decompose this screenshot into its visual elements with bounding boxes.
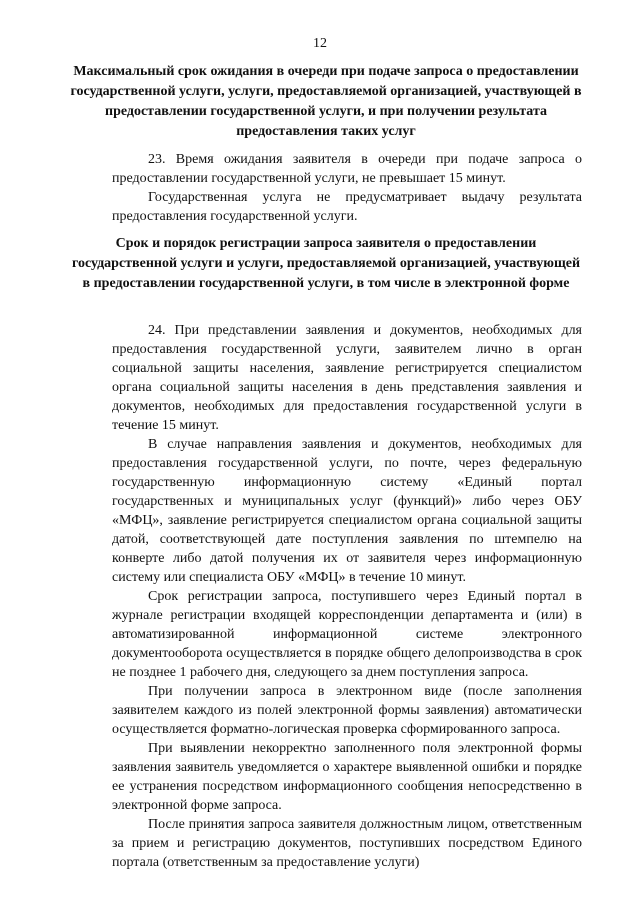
section-heading-registration: Срок и порядок регистрации запроса заявителя о предоставлении государственной услуги и услуги, предоставляемой организацией, участвующей в предоставлении государственной услуги, в том числе в электронной форме: [71, 236, 581, 291]
section-heading-queue-time: Максимальный срок ожидания в очереди при подаче запроса о предоставлении государственной услуги, услуги, предоставляемой организацией, участвующей в предоставлении государственной услуги, и при получении результата предоставления таких услуг: [70, 64, 582, 139]
paragraph-24-portal-deadline: Срок регистрации запроса, поступившего через Единый портал в журнале регистрации входящей корреспонденции департамента и (или) в автоматизированной информационной системе электронного документооборота осуществляется в порядке общего делопроизводства в срок не позднее 1 рабочего дня, следующего за днем поступления запроса.: [112, 589, 582, 680]
section-body-queue-time: [112, 150, 582, 226]
paragraph-24: 24. При представлении заявления и документов, необходимых для предоставления государственной услуги, заявителем лично в орган социальной защиты населения, заявление регистрируется специалистом органа социальной защиты населения в день представления заявления и документов, необходимых для предоставления государственной услуги в течение 15 минут.: [112, 323, 582, 433]
paragraph-24-mail: В случае направления заявления и документов, необходимых для предоставления государственной услуги, по почте, через федеральную государственную информационную систему «Единый портал государственных и муниципальных услуг (функций)» либо через ОБУ «МФЦ», заявление регистрируется специалистом органа социальной защиты датой, соответствующей дате поступления заявления по штемпелю на конверте либо датой получения их от заявителя через информационную систему или специалиста ОБУ «МФЦ» в течение 10 минут.: [112, 437, 582, 585]
section-body-registration: [112, 321, 582, 872]
paragraph-23-result: Государственная услуга не предусматривает выдачу результата предоставления государственной услуги.: [112, 190, 582, 224]
paragraph-24-format-check: При получении запроса в электронном виде (после заполнения заявителем каждого из полей электронной формы заявления) автоматически осуществляется форматно-логическая проверка сформированного запроса.: [112, 684, 582, 737]
paragraph-23: 23. Время ожидания заявителя в очереди при подаче запроса о предоставлении государственной услуги, не превышает 15 минут.: [112, 152, 582, 186]
page-number: 12: [313, 36, 327, 51]
paragraph-24-acceptance: После принятия запроса заявителя должностным лицом, ответственным за прием и регистрацию документов, поступивших посредством Единого портала (ответственным за предоставление услуги): [112, 817, 582, 870]
paragraph-24-error-notice: При выявлении некорректно заполненного поля электронной формы заявления заявитель уведомляется о характере выявленной ошибки и порядке ее устранения посредством информационного сообщения непосредственно в электронной форме запроса.: [112, 741, 582, 813]
